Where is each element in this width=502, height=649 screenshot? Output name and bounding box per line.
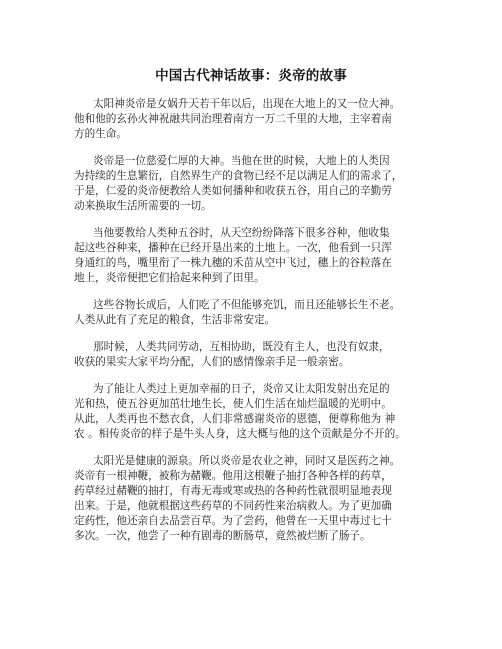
paragraph-line: 太阳光是健康的源泉。所以炎帝是农业之神，同时又是医药之神。 [93,455,401,467]
paragraph-line: 农 。相传炎帝的样子是牛头人身，这大概与他的这个贡献是分不开的。 [74,428,406,440]
paragraph-line: 这些谷物长成后，人们吃了不但能够充饥，而且还能够长生不老。 [93,299,401,311]
paragraph-line: 药草经过赭鞭的抽打，有毒无毒或寒或热的各种药性就很明显地表现 [74,485,392,497]
paragraph-line: 多次。一次，他尝了一种有剧毒的断肠草，竟然被烂断了肠子。 [74,530,371,542]
paragraph-line: 从此，人类再也不愁衣食，人们非常感谢炎帝的恩德，便尊称他为 神 [74,413,396,425]
paragraph-line: 光和热，使五谷更加茁壮地生长，使人们生活在灿烂温暖的光明中。 [74,398,392,410]
paragraph-line: 地上，炎帝便把它们拾起来种到了田里。 [74,272,265,284]
paragraph-line: 人类从此有了充足的粮食，生活非常安定。 [74,314,276,326]
paragraph-line: 炎帝是一位慈爱仁厚的大神。当他在世的时候，大地上的人类因 [93,155,390,167]
paragraph-line: 身通红的鸟，嘴里衔了一株九穗的禾苗从空中飞过，穗上的谷粒落在 [74,257,392,269]
paragraph-line: 动来换取生活所需要的一切。 [74,200,212,212]
paragraph-line: 他和他的玄孙火神祝融共同治理着南方一万二千里的大地，主宰着南 [74,113,392,125]
paragraph-line: 起这些谷种来，播种在已经开垦出来的土地上。一次，他看到一只浑 [74,242,392,254]
paragraph-line: 为了能让人类过上更加幸福的日子，炎帝又让太阳发射出充足的 [93,383,390,395]
paragraph-line: 太阳神炎帝是女娲升天若干年以后，出现在大地上的又一位大神。 [93,98,401,110]
paragraph-line: 出来。于是，他就根据这些药草的不同药性来治病救人。为了更加确 [74,500,392,512]
paragraph-line: 为持续的生息繁衍，自然界生产的食物已经不足以满足人们的需求了， [74,170,403,182]
paragraph-line: 于是，仁爱的炎帝便教给人类如何播种和收获五谷，用自己的辛勤劳 [74,185,392,197]
paragraph-line: 方的生命。 [74,128,127,140]
page-title: 中国古代神话故事：炎帝的故事 [155,68,347,84]
paragraph-line: 收获的果实大家平均分配，人们的感情像亲手足一般亲密。 [74,356,350,368]
paragraph-line: 当他要教给人类种五谷时，从天空纷纷降落下很多谷种，他收集 [93,227,390,239]
paragraph-line: 那时候，人类共同劳动，互相协助，既没有主人，也没有奴隶， [93,341,390,353]
paragraph-line: 定药性，他还亲自去品尝百草。为了尝药，他曾在一天里中毒过七十 [74,515,392,527]
paragraph-line: 炎帝有一根神鞭，被称为赭鞭。他用这根鞭子抽打各种各样的药草， [74,470,392,482]
